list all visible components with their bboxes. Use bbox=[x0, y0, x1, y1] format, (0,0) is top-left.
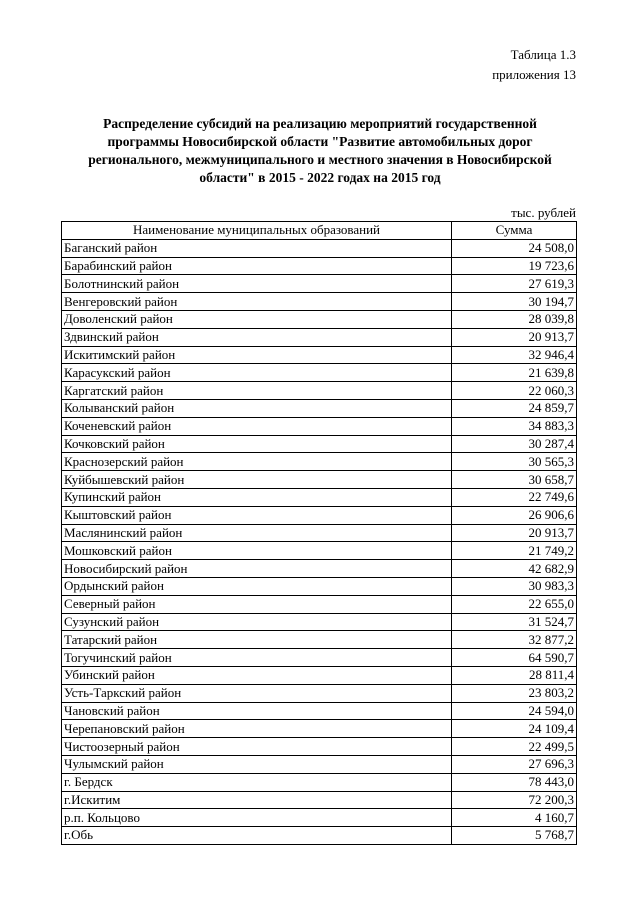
subsidy-amount: 30 194,7 bbox=[452, 293, 577, 311]
municipality-name: Баганский район bbox=[62, 239, 452, 257]
table-row bbox=[62, 595, 577, 613]
subsidy-amount: 30 658,7 bbox=[452, 471, 577, 489]
municipality-name: Чистоозерный район bbox=[62, 738, 452, 756]
municipality-name: Барабинский район bbox=[62, 257, 452, 275]
subsidy-amount: 27 619,3 bbox=[452, 275, 577, 293]
subsidy-amount: 28 039,8 bbox=[452, 310, 577, 328]
table-row bbox=[62, 293, 577, 311]
municipality-name: Искитимский район bbox=[62, 346, 452, 364]
table-row bbox=[62, 666, 577, 684]
municipality-name: Усть-Таркский район bbox=[62, 684, 452, 702]
table-row bbox=[62, 720, 577, 738]
municipality-name: Болотнинский район bbox=[62, 275, 452, 293]
table-row bbox=[62, 684, 577, 702]
subsidy-amount: 34 883,3 bbox=[452, 417, 577, 435]
subsidy-amount: 42 682,9 bbox=[452, 560, 577, 578]
municipality-name: Колыванский район bbox=[62, 399, 452, 417]
table-row bbox=[62, 613, 577, 631]
subsidy-amount: 19 723,6 bbox=[452, 257, 577, 275]
table-row bbox=[62, 631, 577, 649]
table-row bbox=[62, 435, 577, 453]
municipality-name: Мошковский район bbox=[62, 542, 452, 560]
municipality-name: Тогучинский район bbox=[62, 649, 452, 667]
subsidy-amount: 28 811,4 bbox=[452, 666, 577, 684]
table-row bbox=[62, 577, 577, 595]
municipality-name: Татарский район bbox=[62, 631, 452, 649]
municipality-name: г.Обь bbox=[62, 827, 452, 845]
municipality-name: Венгеровский район bbox=[62, 293, 452, 311]
table-header-row bbox=[62, 222, 577, 240]
subsidy-amount: 64 590,7 bbox=[452, 649, 577, 667]
table-row bbox=[62, 346, 577, 364]
table-row bbox=[62, 275, 577, 293]
municipality-name: р.п. Кольцово bbox=[62, 809, 452, 827]
municipality-name: Доволенский район bbox=[62, 310, 452, 328]
municipality-name: Коченевский район bbox=[62, 417, 452, 435]
table-row bbox=[62, 791, 577, 809]
subsidy-amount: 24 508,0 bbox=[452, 239, 577, 257]
units-label: тыс. рублей bbox=[511, 205, 576, 220]
subsidy-amount: 20 913,7 bbox=[452, 328, 577, 346]
table-row bbox=[62, 417, 577, 435]
subsidy-amount: 22 060,3 bbox=[452, 382, 577, 400]
table-row bbox=[62, 649, 577, 667]
subsidy-amount: 30 287,4 bbox=[452, 435, 577, 453]
subsidy-amount: 22 655,0 bbox=[452, 595, 577, 613]
table-row bbox=[62, 506, 577, 524]
subsidy-amount: 24 859,7 bbox=[452, 399, 577, 417]
table-row bbox=[62, 382, 577, 400]
municipality-name: Ордынский район bbox=[62, 577, 452, 595]
municipality-name: г.Искитим bbox=[62, 791, 452, 809]
municipality-name: Кочковский район bbox=[62, 435, 452, 453]
appendix-reference: приложения 13 bbox=[492, 67, 576, 82]
subsidy-amount: 21 639,8 bbox=[452, 364, 577, 382]
table-row bbox=[62, 310, 577, 328]
municipality-name: Купинский район bbox=[62, 488, 452, 506]
table-row bbox=[62, 488, 577, 506]
municipality-name: г. Бердск bbox=[62, 773, 452, 791]
table-reference bbox=[492, 45, 576, 85]
subsidy-amount: 24 109,4 bbox=[452, 720, 577, 738]
municipality-name: Карасукский район bbox=[62, 364, 452, 382]
municipality-name: Чановский район bbox=[62, 702, 452, 720]
table-row bbox=[62, 542, 577, 560]
municipality-name: Черепановский район bbox=[62, 720, 452, 738]
subsidy-amount: 30 983,3 bbox=[452, 577, 577, 595]
table-row bbox=[62, 453, 577, 471]
municipality-name: Сузунский район bbox=[62, 613, 452, 631]
subsidy-amount: 31 524,7 bbox=[452, 613, 577, 631]
subsidy-amount: 30 565,3 bbox=[452, 453, 577, 471]
subsidy-amount: 78 443,0 bbox=[452, 773, 577, 791]
table-row bbox=[62, 257, 577, 275]
subsidy-amount: 32 877,2 bbox=[452, 631, 577, 649]
table-row bbox=[62, 702, 577, 720]
subsidy-amount: 26 906,6 bbox=[452, 506, 577, 524]
subsidy-amount: 20 913,7 bbox=[452, 524, 577, 542]
column-header-sum: Сумма bbox=[452, 222, 577, 240]
table-row bbox=[62, 827, 577, 845]
municipality-name: Убинский район bbox=[62, 666, 452, 684]
table-row bbox=[62, 239, 577, 257]
municipality-name: Краснозерский район bbox=[62, 453, 452, 471]
table-row bbox=[62, 524, 577, 542]
table-row bbox=[62, 399, 577, 417]
table-row bbox=[62, 364, 577, 382]
municipality-name: Здвинский район bbox=[62, 328, 452, 346]
municipality-name: Каргатский район bbox=[62, 382, 452, 400]
municipality-name: Маслянинский район bbox=[62, 524, 452, 542]
table-row bbox=[62, 755, 577, 773]
municipality-name: Новосибирский район bbox=[62, 560, 452, 578]
subsidy-amount: 72 200,3 bbox=[452, 791, 577, 809]
table-row bbox=[62, 328, 577, 346]
subsidy-amount: 22 749,6 bbox=[452, 488, 577, 506]
table-row bbox=[62, 471, 577, 489]
subsidy-amount: 4 160,7 bbox=[452, 809, 577, 827]
document-title: Распределение субсидий на реализацию мероприятий государственной программы Новосибирской области "Развитие автомобильных дорог регионального, межмуниципального и местного значения в Новосибирской области" в 2015 - 2022 годах на 2015 год bbox=[88, 116, 552, 185]
municipality-name: Чулымский район bbox=[62, 755, 452, 773]
table-row bbox=[62, 738, 577, 756]
municipality-name: Северный район bbox=[62, 595, 452, 613]
subsidy-amount: 32 946,4 bbox=[452, 346, 577, 364]
subsidy-amount: 24 594,0 bbox=[452, 702, 577, 720]
subsidy-amount: 23 803,2 bbox=[452, 684, 577, 702]
subsidy-table bbox=[61, 221, 577, 845]
subsidy-amount: 5 768,7 bbox=[452, 827, 577, 845]
subsidy-amount: 27 696,3 bbox=[452, 755, 577, 773]
subsidy-amount: 21 749,2 bbox=[452, 542, 577, 560]
municipality-name: Кыштовский район bbox=[62, 506, 452, 524]
table-row bbox=[62, 809, 577, 827]
table-number: Таблица 1.3 bbox=[510, 47, 576, 62]
column-header-name: Наименование муниципальных образований bbox=[62, 222, 452, 240]
municipality-name: Куйбышевский район bbox=[62, 471, 452, 489]
table-row bbox=[62, 560, 577, 578]
subsidy-amount: 22 499,5 bbox=[452, 738, 577, 756]
table-row bbox=[62, 773, 577, 791]
